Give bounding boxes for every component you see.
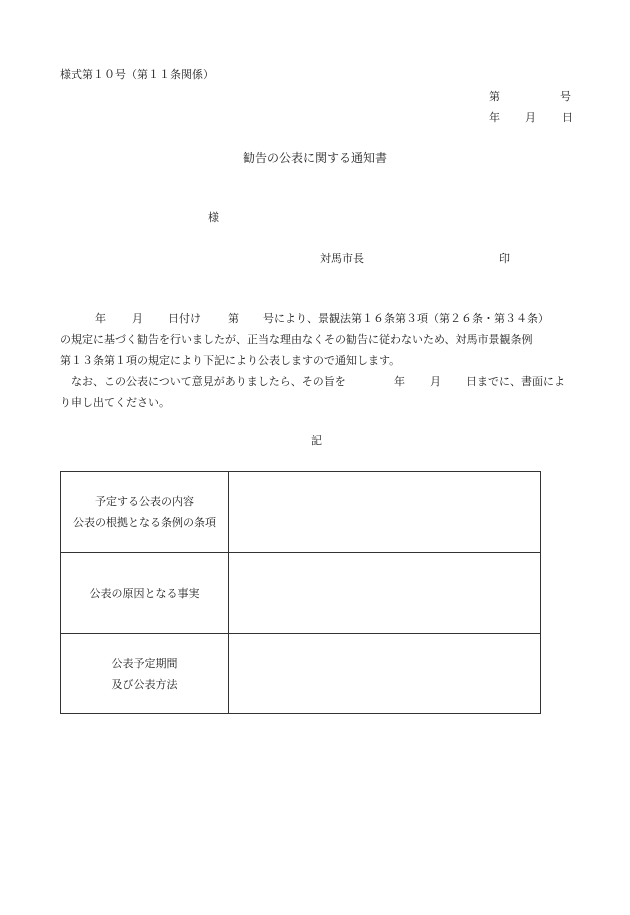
issuer-name: 対馬市長 [320,252,364,265]
row-label-cell [61,634,229,714]
addressee-suffix: 様 [208,211,219,224]
body-number-prefix: 第 [228,312,239,325]
table-row [61,553,541,634]
body-line3: 第１３条第１項の規定により下記により公表しますので通知します。 [60,354,401,367]
document-title: 勧告の公表に関する通知書 [242,151,387,165]
body-line4-month: 月 [430,375,441,388]
publication-details-table [60,471,541,714]
row-value-cell [229,553,541,634]
seal-mark: 印 [499,252,510,265]
body-line1-rest: 号により、景観法第１６条第３項（第２６条・第３４条） [263,312,549,325]
row-label-line: 公表予定期間 [111,656,178,670]
row-value-cell [229,472,541,553]
body-line5: り申し出てください。 [60,396,170,409]
body-month: 月 [132,312,143,325]
document-number-suffix: 号 [560,90,571,103]
body-line4-end: 日までに、書面によ [466,375,565,388]
table-row [61,472,541,553]
row-label-line: 公表の原因となる事実 [89,586,200,600]
body-day-given: 日付け [168,312,201,325]
row-label-line: 及び公表方法 [111,677,178,691]
body-line4-start: なお、この公表について意見がありましたら、その旨を [71,375,346,388]
row-label-line: 公表の根拠となる条例の条項 [73,516,216,529]
body-line4-year: 年 [394,375,405,388]
body-line2: の規定に基づく勧告を行いましたが、正当な理由なくその勧告に従わないため、対馬市景観条例 [60,333,533,346]
row-label-cell [61,472,229,553]
body-year: 年 [95,312,106,325]
table-row [61,634,541,714]
form-number-label: 様式第１０号（第１１条関係） [60,68,214,81]
row-label-line: 予定する公表の内容 [95,495,194,508]
row-label-cell [61,553,229,634]
date-year-label: 年 [489,111,500,124]
row-value-cell [229,634,541,714]
date-month-label: 月 [525,111,536,124]
document-number-prefix: 第 [489,90,500,103]
ki-heading: 記 [311,434,322,447]
date-day-label: 日 [562,111,573,124]
